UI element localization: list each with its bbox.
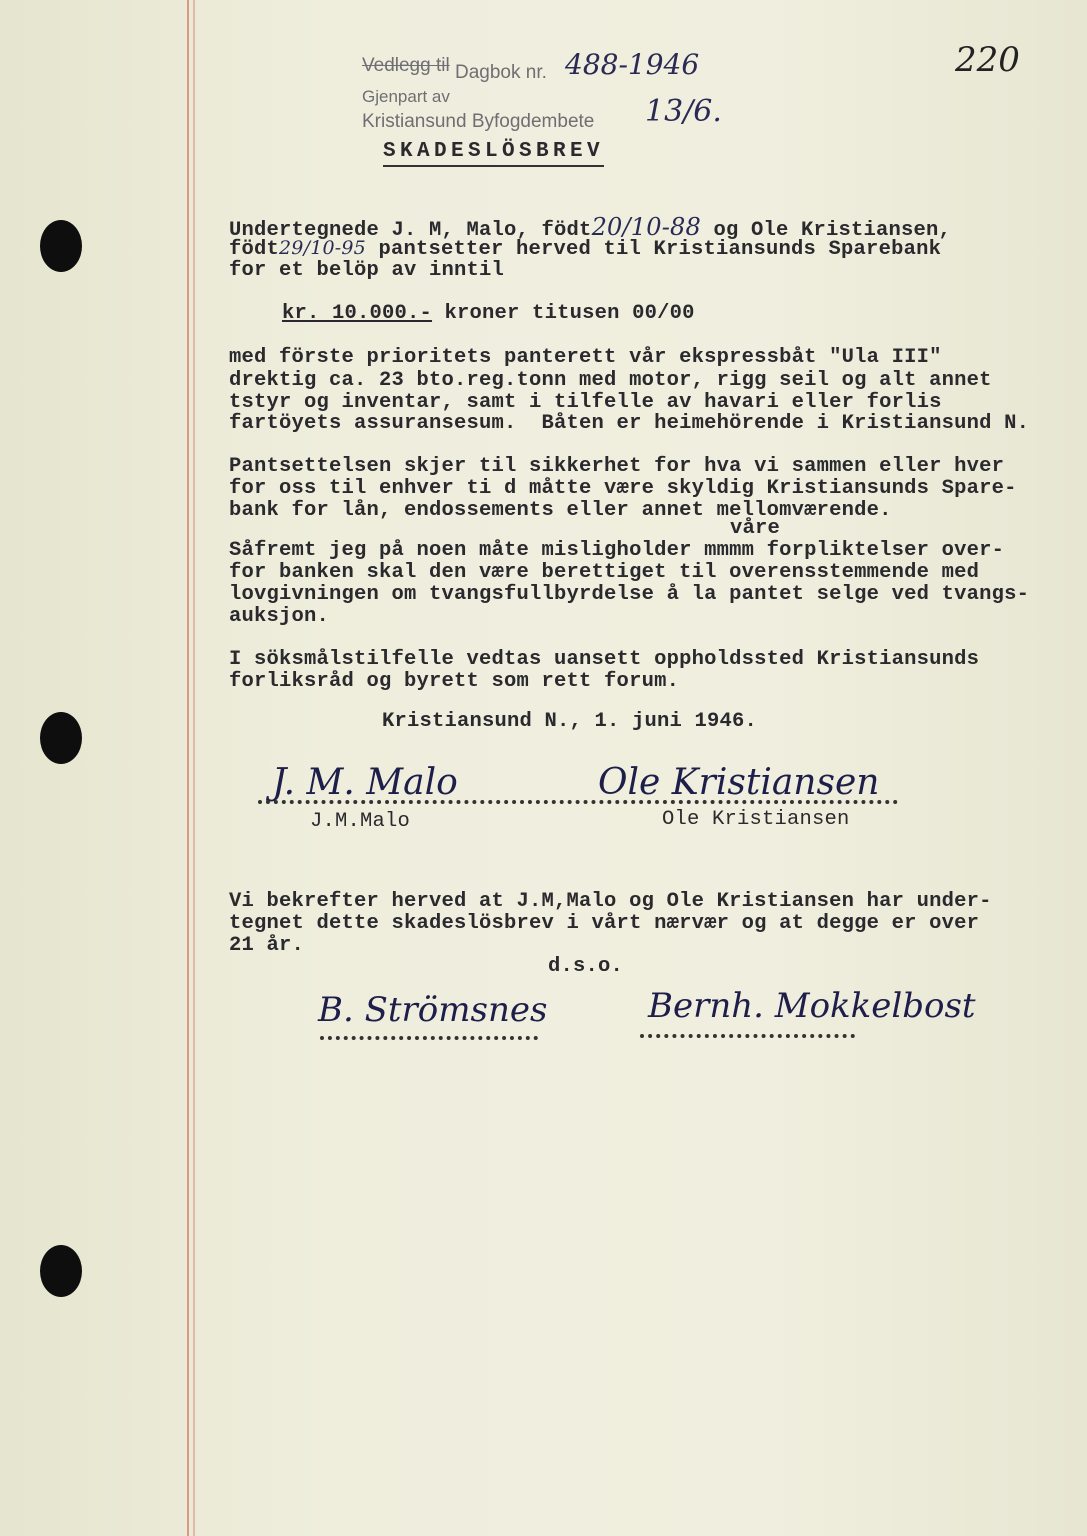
body-line: med förste prioritets panterett vår ekspressbåt "Ula III" xyxy=(229,346,942,369)
document-title: SKADESLÖSBREV xyxy=(383,140,604,167)
body-line: auksjon. xyxy=(229,605,330,628)
intro-line: for et belöp av inntil xyxy=(229,259,505,282)
inserted-word: våre xyxy=(730,517,781,540)
intro-line xyxy=(229,237,941,261)
margin-line xyxy=(187,0,189,1536)
body-line: bank for lån, endossements eller annet mellomværende. xyxy=(229,499,892,522)
witness-signature-line xyxy=(640,1034,855,1038)
body-line: I söksmålstilfelle vedtas uansett oppholdssted Kristiansunds xyxy=(229,648,980,671)
punch-hole xyxy=(40,712,82,764)
body-line: for oss til enhver ti d måtte være skyldig Kristiansunds Spare- xyxy=(229,477,1017,500)
stamp-office: Kristiansund Byfogdembete xyxy=(362,111,595,132)
printed-name-kristiansen: Ole Kristiansen xyxy=(662,808,850,831)
intro-text: og Ole Kristiansen, xyxy=(713,219,952,242)
body-line: Pantsettelsen skjer til sikkerhet for hva vi sammen eller hver xyxy=(229,455,1005,478)
punch-hole xyxy=(40,1245,82,1297)
signature-kristiansen: Ole Kristiansen xyxy=(598,762,880,803)
intro-text: födt xyxy=(229,238,280,261)
body-line: lovgivningen om tvangsfullbyrdelse å la pantet selge ved tvangs- xyxy=(229,583,1030,606)
dso-label: d.s.o. xyxy=(548,955,624,978)
amount-words: kroner titusen 00/00 xyxy=(444,302,695,325)
body-line: fartöyets assuransesum. Båten er heimehörende i Kristiansund N. xyxy=(229,412,1030,435)
signature-line xyxy=(258,800,898,804)
witness-signature-1: B. Strömsnes xyxy=(318,990,548,1030)
place-date: Kristiansund N., 1. juni 1946. xyxy=(382,710,758,733)
printed-name-malo: J.M.Malo xyxy=(310,810,411,833)
punch-hole xyxy=(40,220,82,272)
intro-text: pantsetter herved til Kristiansunds Sparebank xyxy=(378,238,942,261)
stamp-date: 13/6. xyxy=(645,94,722,129)
birth-date-malo: 20/10-88 xyxy=(591,213,701,241)
witness-line: Vi bekrefter herved at J.M,Malo og Ole Kristiansen har under- xyxy=(229,890,992,913)
dagbok-number: 488-1946 xyxy=(565,48,700,81)
witness-line: 21 år. xyxy=(229,934,305,957)
body-line: tstyr og inventar, samt i tilfelle av havari eller forlis xyxy=(229,391,942,414)
body-line: for banken skal den være berettiget til overensstemmende med xyxy=(229,561,980,584)
stamp-dagbok: Dagbok nr. xyxy=(455,62,547,83)
signature-malo: J. M. Malo xyxy=(272,762,458,803)
body-line: Såfremt jeg på noen måte misligholder mmmm forpliktelser over- xyxy=(229,539,1005,562)
amount-value: kr. 10.000.- xyxy=(282,302,433,325)
intro-text: Undertegnede J. M, Malo, födt xyxy=(229,219,592,242)
witness-signature-line xyxy=(320,1036,538,1040)
body-line: forliksråd og byrett som rett forum. xyxy=(229,670,680,693)
witness-line: tegnet dette skadeslösbrev i vårt nærvær og at degge er over xyxy=(229,912,980,935)
amount-line xyxy=(282,302,695,325)
body-line: drektig ca. 23 bto.reg.tonn med motor, rigg seil og alt annet xyxy=(229,369,992,392)
witness-signature-2: Bernh. Mokkelbost xyxy=(648,986,976,1026)
birth-date-kristiansen: 29/10-95 xyxy=(279,237,366,259)
margin-line xyxy=(193,0,195,1536)
stamp-copy: Gjenpart av xyxy=(362,87,450,106)
page-number: 220 xyxy=(955,40,1020,80)
stamp-attachment: Vedlegg til xyxy=(362,55,450,76)
